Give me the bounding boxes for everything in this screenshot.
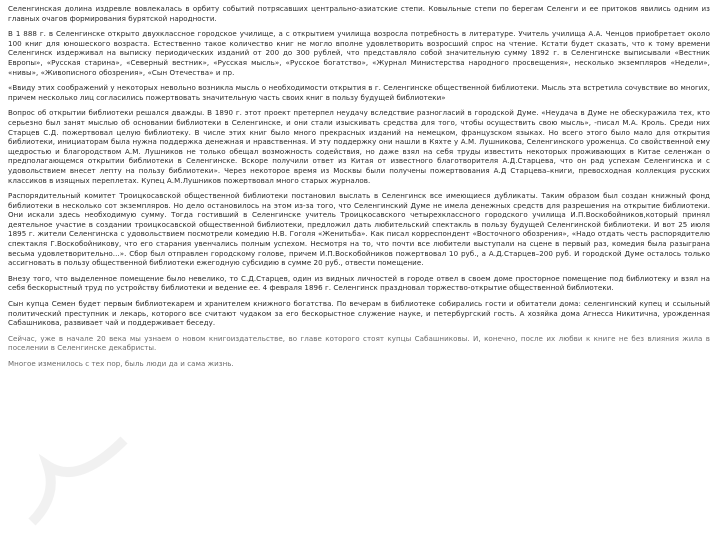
- paragraph-4: Вопрос об открытии библиотеки решался дважды. В 1890 г. этот проект претерпел неудачу вследствие разногласий в городской Думе. «Неудача в Думе не обескуражила тех, кто серьезно был занят мыслью об основании библиотеки в Селенгинске, и они стали изыскивать средства для того, чтобы осуществить свою мысль», -писал М.А. Кроль. Среди них Старцев С.Д. пожертвовал целую библиотеку. В числе этих книг было много прекрасных изданий на немецком, французском языках. Но всего этого было мало для открытия библиотеки, инициаторам была нужна поддержка денежная и нравственная. И эту поддержку они нашли в Кяхте у А.М. Лушникова, Селенгинского уроженца. Со свойственной ему щедростью и благородством А.М. Лушников не только обещал возможность содействия, но даже взял на себя труды известить некоторых проживающих в Китае селенжан о предполагающемся открытии библиотеки в Селенгинске. Вскоре получили ответ из Китая от известного благотворителя А.Д.Старцева, что он рад успехам Селенгинска и с удовольствием внесет лепту на пользу библиотеки». Через некоторое время из Москвы были получены пожертвования А.Д Старцева–книги, превосходная коллекция русских классиков в изящных переплетах. Купец А.М.Лушников пожертвовал много старых журналов.: [8, 108, 710, 185]
- page-curl-watermark: [28, 436, 128, 526]
- paragraph-7: Сын купца Семен будет первым библиотекарем и хранителем книжного богатства. По вечерам в библиотеке собирались гости и обитатели дома: селенгинский купец и ссыльный политический преступник и лекарь, которого все считают чудаком за его бескорыстное служение науке, и петербургский гость. А хозяйка дома Агнесса Никитична, урожденная Сабашникова, развивает чай и поддерживает беседу.: [8, 299, 710, 328]
- paragraph-8: Сейчас, уже в начале 20 века мы узнаем о новом книгоиздательстве, во главе которого стоят купцы Сабашниковы. И, конечно, после их любви к книге не без влияния жила в поселении в Селенгинске декабристы.: [8, 333, 710, 353]
- paragraph-6: Внезу того, что выделенное помещение было невелико, то С.Д.Старцев, один из видных личностей в городе отвел в своем доме просторное помещение под библиотеку и взял на себя бескорыстный труд по устройству библиотеки и ведение ее. 4 февраля 1896 г. Селенгинск праздновал торжество-открытие общественной библиотеки.: [8, 273, 710, 293]
- paragraph-2: В 1 888 г. в Селенгинске открыто двухклассное городское училище, а с открытием училища возросла потребность в литературе. Учитель училища А.А. Ченцов приобретает около 100 книг для юношеского возраста. Естественно такое количество книг не могло вполне удовлетворить возросший спрос на чтение. Кстати будет сказать, что к тому времени Селенгинск издерживал на выписку периодических изданий от 200 до 300 рублей, что представляло собой значительную сумму 1892 г. в Селенгинске выписывали «Вестник Европы», «Русская старина», «Северный вестник», «Русская мысль», «Русское богатство», «Журнал Министерства народного просвещения», несколько экземпляров «Недели», «нивы», «Живописного обозрения», «Сын Отечества» и пр.: [8, 29, 710, 77]
- paragraph-5: Распорядительный комитет Троицкосавской общественной библиотеки постановил выслать в Селенгинск все имеющиеся дубликаты. Таким образом был создан книжный фонд библиотеки в несколько сот экземпляров. Но дело остановилось на этом из-за того, что Селенгинский Думе не имела денежных средств для разрешения на открытие библиотеки. Они искали здесь необходимую сумму. Тогда гостивший в Селенгинске учитель Троицкосавского четырехклассного городского училища И.П.Воскобойников,который принял деятельное участие в создании троицкосавской общественной библиотеки, предложил дать любительский спектакль в пользу будущей Селенгинской библиотеки. И вот 25 июля 1895 г. жители Селенгинска с удовольствием посмотрели комедию Н.В. Гоголя «Женитьба». Как писал корреспондент «Восточного обозрения», «Надо отдать честь распорядителю спектакля Г.Воскобойникову, что его старания увенчались полным успехом. Несмотря на то, что почти все любители выступали на сцене в первый раз, комедия была разыграна весьма удовлетворительно...». Сбор был отправлен городскому голове, причем И.П.Воскобойников пожертвовал 10 руб., а А.Д.Старцев–200 руб. И городской Думе осталось только ассигновать в пользу общественной библиотеки ежегодную субсидию в сумме 20 руб., отвести помещение.: [8, 191, 710, 268]
- paragraph-9: Многое изменилось с тех пор, быль люди да и сама жизнь.: [8, 359, 234, 368]
- paragraph-3: «Ввиду этих соображений у некоторых невольно возникла мысль о необходимости открытия в г. Селенгинске общественной библиотеки. Мысль эта встретила сочувствие во многих, причем несколько лиц согласились пожертвовать значительную часть своих книг в пользу будущей библиотеки»: [8, 83, 710, 102]
- paragraph-1: Селенгинская долина издревле вовлекалась в орбиту событий потрясавших центрально-азиатские степи. Ковыльные степи по берегам Селенги и ее притоков явились одним из главных очагов формирования бурятской народности.: [8, 4, 710, 23]
